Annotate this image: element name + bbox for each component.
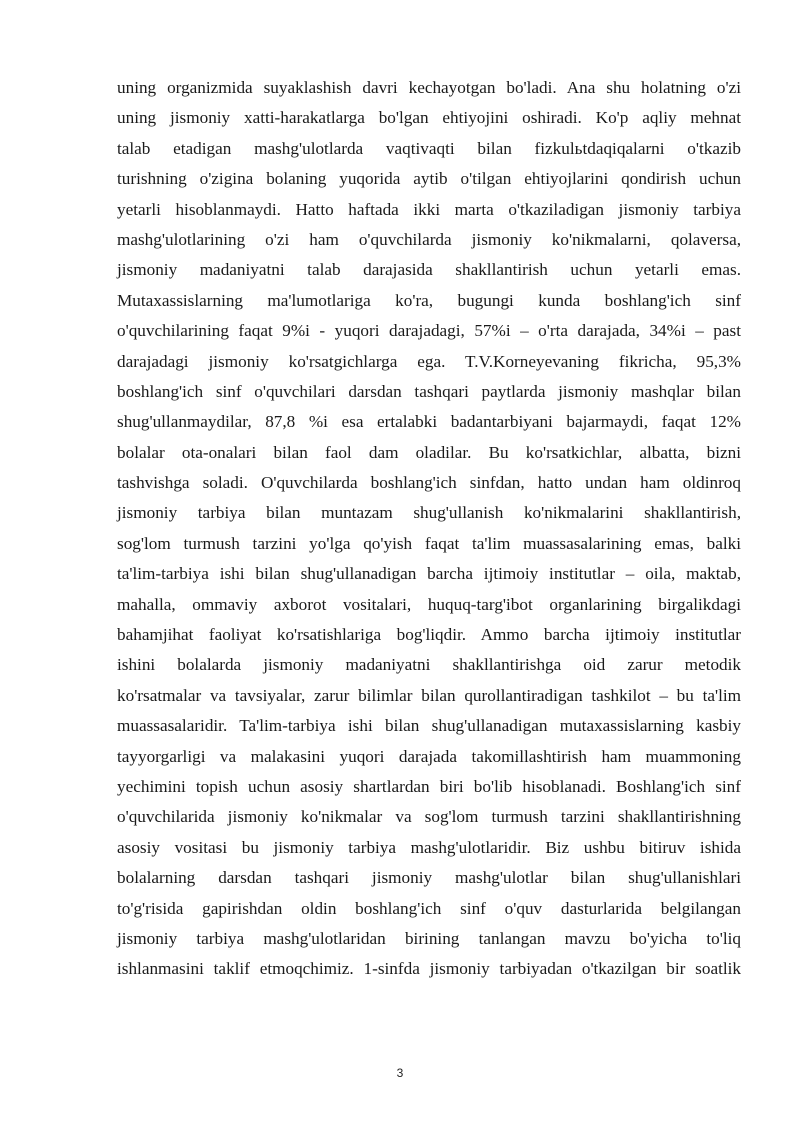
text-line: o'quvchilarida jismoniy ko'nikmalar va sog'lom turmush tarzini shakllantirishning xyxy=(117,807,741,827)
text-line: tashvishga soladi. O'quvchilarda boshlang'ich sinfdan, hatto undan ham oldinroq xyxy=(117,473,741,493)
text-line: jismoniy tarbiya mashg'ulotlaridan birining tanlangan mavzu bo'yicha to'liq xyxy=(117,928,741,948)
text-line: muassasalaridir. Ta'lim-tarbiya ishi bilan shug'ullanadigan mutaxassislarning kasbiy xyxy=(117,716,741,736)
text-line: ishini bolalarda jismoniy madaniyatni shakllantirishga oid zarur metodik xyxy=(117,655,741,675)
text-line: ko'rsatmalar va tavsiyalar, zarur bilimlar bilan qurollantiradigan tashkilot – bu ta'lim xyxy=(117,685,741,705)
text-line: talab etadigan mashg'ulotlarda vaqtivaqti bilan fizkulьtdaqiqalarni o'tkazib xyxy=(117,138,741,158)
text-line: turishning o'zigina bolaning yuqorida aytib o'tilgan ehtiyojlarini qondirish uchun xyxy=(117,169,741,189)
page-number: 3 xyxy=(396,1066,404,1080)
text-line: tayyorgarligi va malakasini yuqori darajada takomillashtirish ham muammoning xyxy=(117,746,741,766)
text-line: shug'ullanmaydilar, 87,8 %i esa ertalabki badantarbiyani bajarmaydi, faqat 12% xyxy=(117,412,741,432)
text-line: ishlanmasini taklif etmoqchimiz. 1-sinfda jismoniy tarbiyadan o'tkazilgan bir soatlik xyxy=(117,959,741,979)
text-line: jismoniy tarbiya bilan muntazam shug'ullanish ko'nikmalarini shakllantirish, xyxy=(117,503,741,523)
body-text xyxy=(117,73,741,985)
text-line: boshlang'ich sinf o'quvchilari darsdan tashqari paytlarda jismoniy mashqlar bilan xyxy=(117,381,741,401)
text-line: mahalla, ommaviy axborot vositalari, huquq-targ'ibot organlarining birgalikdagi xyxy=(117,594,741,614)
text-line: uning jismoniy xatti-harakatlarga bo'lgan ehtiyojini oshiradi. Ko'p aqliy mehnat xyxy=(117,108,741,128)
text-line: bolalarning darsdan tashqari jismoniy mashg'ulotlar bilan shug'ullanishlari xyxy=(117,868,741,888)
text-line: sog'lom turmush tarzini yo'lga qo'yish faqat ta'lim muassasalarining emas, balki xyxy=(117,533,741,553)
text-line: asosiy vositasi bu jismoniy tarbiya mashg'ulotlaridir. Biz ushbu bitiruv ishida xyxy=(117,837,741,857)
text-line: yetarli hisoblanmaydi. Hatto haftada ikki marta o'tkaziladigan jismoniy tarbiya xyxy=(117,199,741,219)
text-line: to'g'risida gapirishdan oldin boshlang'ich sinf o'quv dasturlarida belgilangan xyxy=(117,898,741,918)
text-line: ta'lim-tarbiya ishi bilan shug'ullanadigan barcha ijtimoiy institutlar – oila, maktab, xyxy=(117,564,741,584)
text-line: darajadagi jismoniy ko'rsatgichlarga ega. T.V.Korneyevaning fikricha, 95,3% xyxy=(117,351,741,371)
text-line: jismoniy madaniyatni talab darajasida shakllantirish uchun yetarli emas. xyxy=(117,260,741,280)
text-line: mashg'ulotlarining o'zi ham o'quvchilarda jismoniy ko'nikmalarni, qolaversa, xyxy=(117,229,741,249)
text-line: yechimini topish uchun asosiy shartlardan biri bo'lib hisoblanadi. Boshlang'ich sinf xyxy=(117,776,741,796)
text-line: uning organizmida suyaklashish davri kechayotgan bo'ladi. Ana shu holatning o'zi xyxy=(117,78,741,97)
text-line: Mutaxassislarning ma'lumotlariga ko'ra, bugungi kunda boshlang'ich sinf xyxy=(117,290,741,310)
text-line: bolalar ota-onalari bilan faol dam oladilar. Bu ko'rsatkichlar, albatta, bizni xyxy=(117,442,741,462)
text-line: bahamjihat faoliyat ko'rsatishlariga bog'liqdir. Ammo barcha ijtimoiy institutlar xyxy=(117,625,741,645)
text-line: o'quvchilarining faqat 9%i - yuqori darajadagi, 57%i – o'rta darajada, 34%i – past xyxy=(117,321,741,341)
